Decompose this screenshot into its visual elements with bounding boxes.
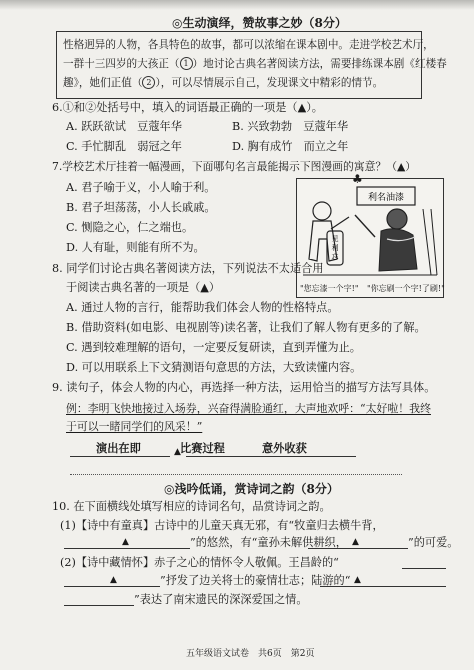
- cartoon-caption-right: "你忘刷一个字!了刷!": [367, 284, 445, 293]
- q6-option-b[interactable]: B. 兴致勃勃 豆蔻年华: [232, 120, 349, 133]
- ladder-right: [431, 209, 437, 275]
- q10-blank-2[interactable]: [308, 548, 408, 549]
- q10-blank-4[interactable]: [64, 605, 134, 606]
- section1-title: ◎生动演绎，赞故事之妙（8分）: [172, 16, 347, 30]
- blank-1-marker-icon: ▲: [122, 537, 129, 547]
- marker-2: 2: [142, 76, 155, 89]
- q9-answer-line-1[interactable]: [70, 456, 170, 457]
- q8-option-c[interactable]: C. 遇到较难理解的语句，一定要反复研读，直到弄懂为止。: [66, 341, 361, 354]
- q8-option-a[interactable]: A. 通过人物的言行，能帮助我们体会人物的性格特点。: [66, 301, 339, 314]
- q10-blank-1[interactable]: [64, 548, 190, 549]
- q8-stem-line-2: 于阅读古典名著的一项是（▲）: [66, 281, 221, 294]
- q10-line1-part1: (1)【诗中有童真】古诗中的儿童天真无邪，有“牧童归去横牛背，: [60, 519, 384, 532]
- man-head: [387, 209, 407, 229]
- q7-option-c[interactable]: C. 恻隐之心，仁之端也。: [66, 221, 194, 234]
- blank-4-marker-icon: ▲: [354, 575, 361, 585]
- intro-seg-1: 一群十三四岁的大孩正（: [63, 58, 180, 70]
- q9-prompt-3: 意外收获: [262, 441, 307, 455]
- q6-option-d[interactable]: D. 胸有成竹 而立之年: [232, 140, 349, 153]
- q6-option-c[interactable]: C. 手忙脚乱 弱冠之年: [66, 140, 182, 153]
- intro-line-2: [63, 57, 447, 71]
- intro-seg-2: ）地讨论古典名著阅读方法，需要排练课本剧《红楼春: [192, 58, 447, 70]
- q8-option-b[interactable]: B. 借助资料(如电影、电视剧等)读名著，让我们了解人物有更多的了解。: [66, 321, 426, 334]
- section2-title: ◎浅吟低诵，赏诗词之韵（8分）: [164, 482, 339, 496]
- q10-blank-3a[interactable]: [402, 568, 446, 569]
- q8-stem-line-1: 8. 同学们讨论古典名著阅读方法，下列说法不太适合用: [52, 262, 324, 275]
- q6-option-a[interactable]: A. 跃跃欲试 豆蔻年华: [66, 120, 182, 133]
- q10-blank-4a[interactable]: [320, 586, 446, 587]
- man-body: [379, 229, 417, 271]
- painter-arm: [331, 217, 349, 229]
- painter-head: [313, 202, 331, 220]
- q8-option-d[interactable]: D. 可以用联系上下文猜测语句意思的方法，大致读懂内容。: [66, 361, 362, 374]
- answer-marker-icon: ▲: [174, 447, 181, 457]
- can-label-1: 见: [331, 235, 339, 243]
- scan-shadow: [0, 0, 474, 10]
- q10-blank-3[interactable]: [64, 586, 160, 587]
- cartoon-drawing: [297, 179, 442, 296]
- q9-answer-line-2[interactable]: [70, 474, 402, 475]
- intro-line-1: 性格迥异的人物，各具特色的故事，都可以浓缩在课本剧中。走进学校艺术厅，: [63, 39, 434, 51]
- cartoon-image: [296, 178, 444, 298]
- q10-line2-part1: (2)【诗中藏情怀】赤子之心的情怀令人敬佩。王昌龄的“: [60, 556, 339, 569]
- q9-answer-line-1b[interactable]: [186, 456, 356, 457]
- can-label-3: 忘: [331, 253, 339, 261]
- intro-line-3: [63, 76, 383, 90]
- intro-seg-3: 趣》，她们正值（: [63, 77, 143, 89]
- brush-handle: [355, 215, 375, 237]
- q7-option-a[interactable]: A. 君子喻于义，小人喻于利。: [66, 181, 216, 194]
- q10-line1-part3: ”的可爱。: [408, 536, 459, 549]
- q9-example-line-2: 于可以一睹同学们的风采！”: [66, 420, 203, 433]
- q10-line2-part2: ”抒发了边关将士的豪情壮志；陆游的“: [160, 574, 351, 587]
- q7-stem: 7.学校艺术厅挂着一幅漫画，下面哪句名言最能揭示下图漫画的寓意？（▲）: [52, 160, 417, 173]
- ladder-left: [423, 209, 431, 275]
- blank-2-marker-icon: ▲: [352, 537, 359, 547]
- q7-option-b[interactable]: B. 君子坦荡荡，小人长戚戚。: [66, 201, 216, 214]
- q10-line2-part3: ”表达了南宋遗民的深深爱国之情。: [134, 593, 308, 606]
- q6-stem: 6.①和②处括号中，填入的词语最正确的一项是（▲）。: [52, 101, 323, 114]
- q9-stem: 9. 读句子，体会人物的内心，再选择一种方法，运用恰当的描写方法写具体。: [52, 381, 436, 394]
- sign-text: 利名油漆: [367, 193, 405, 203]
- marker-1: 1: [180, 57, 193, 70]
- page-footer: 五年级语文试卷 共6页 第2页: [186, 649, 315, 659]
- pin-icon: ♣: [352, 172, 363, 186]
- q9-prompt-2: 比赛过程: [180, 441, 225, 455]
- q10-stem: 10. 在下面横线处填写相应的诗词名句，品赏诗词之韵。: [52, 500, 331, 513]
- can-label-2: 利: [331, 244, 339, 252]
- blank-3-marker-icon: ▲: [110, 575, 117, 585]
- q9-example-line-1: 例：李明飞快地接过入场券，兴奋得满脸通红，大声地欢呼：“太好啦！我终: [66, 402, 431, 415]
- q9-prompt-1: 演出在即: [96, 441, 141, 455]
- intro-seg-4: ），可以尽情展示自己，发现课文中精彩的情节。: [155, 77, 384, 89]
- q7-option-d[interactable]: D. 人有耻，则能有所不为。: [66, 241, 205, 254]
- q10-line1-part2: ”的悠然，有“童孙未解供耕织，: [190, 536, 347, 549]
- cartoon-caption-left: "您忘漆一个字!": [300, 284, 359, 293]
